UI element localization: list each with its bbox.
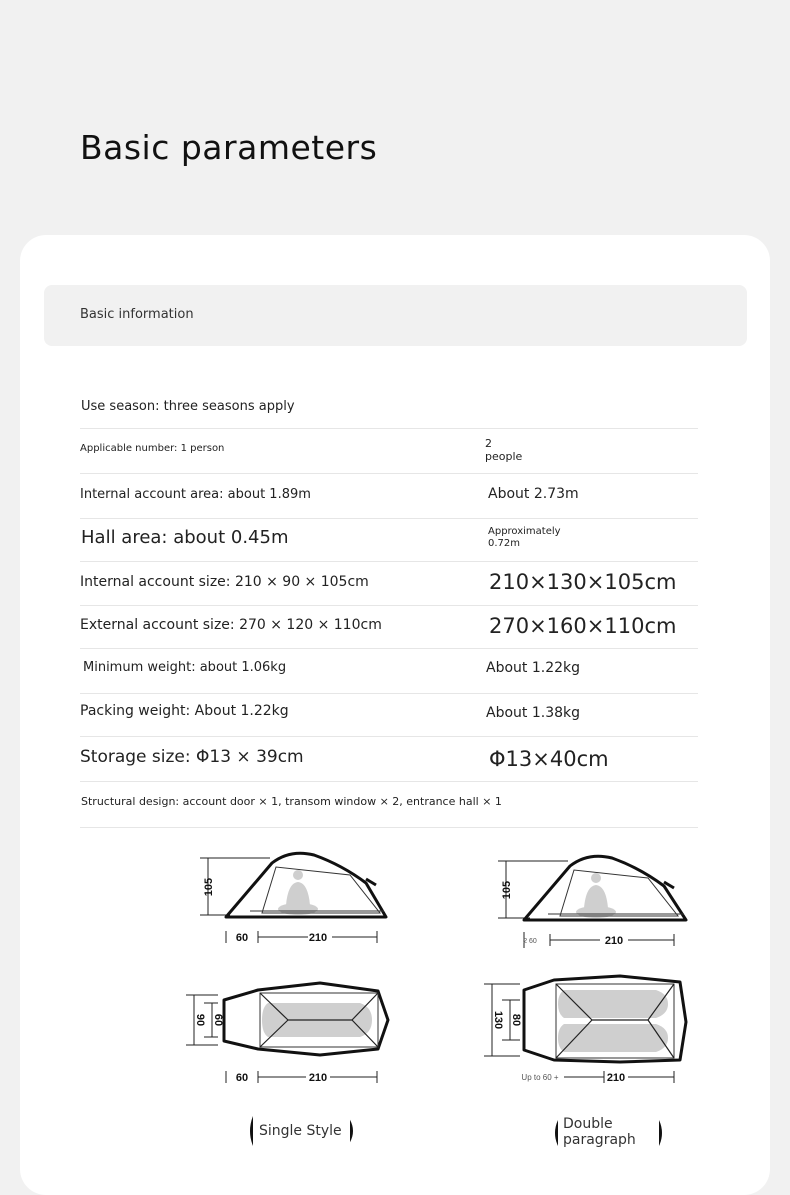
single-top-hall-label: 60 (235, 1072, 249, 1084)
left-bracket-icon (552, 1118, 558, 1148)
packing-weight-double: About 1.38kg (486, 705, 581, 721)
value-line: people (485, 450, 523, 463)
double-top-outer-width-label: 130 (492, 1010, 504, 1030)
double-side-hall-label: 2 60 (523, 938, 537, 945)
value-line: Approximately (488, 526, 561, 537)
single-top-outer-width-label: 90 (194, 1013, 206, 1027)
single-top-view-diagram (180, 975, 400, 1090)
single-style-label: Single Style (259, 1123, 342, 1139)
table-row (80, 693, 698, 737)
minimum-weight: Minimum weight: about 1.06kg (83, 660, 287, 675)
single-side-view-diagram (190, 845, 400, 950)
double-paragraph-label (563, 1116, 636, 1148)
single-side-length-label: 210 (308, 932, 328, 944)
internal-account-area: Internal account area: about 1.89m (80, 487, 311, 502)
table-row (80, 428, 698, 474)
internal-account-size-double: 210×130×105cm (489, 570, 677, 594)
hall-area-double (488, 526, 561, 550)
table-row (80, 561, 698, 606)
storage-size-double: Φ13×40cm (489, 747, 609, 771)
basic-information-bar (44, 285, 747, 346)
table-row (80, 736, 698, 782)
applicable-number-double (485, 437, 522, 463)
value-line: 2 (485, 437, 492, 450)
right-bracket-icon (659, 1118, 665, 1148)
double-top-length-label: 210 (606, 1072, 626, 1084)
internal-account-size: Internal account size: 210 × 90 × 105cm (80, 574, 369, 590)
table-row (80, 648, 698, 694)
table-row (80, 473, 698, 519)
use-season: Use season: three seasons apply (81, 399, 295, 414)
right-bracket-icon (350, 1116, 356, 1146)
single-top-inner-width-label: 60 (212, 1013, 224, 1027)
single-side-hall-label: 60 (235, 932, 249, 944)
applicable-number: Applicable number: 1 person (80, 443, 225, 454)
minimum-weight-double: About 1.22kg (486, 660, 581, 676)
storage-size: Storage size: Φ13 × 39cm (80, 747, 304, 767)
external-account-size-double: 270×160×110cm (489, 614, 677, 638)
left-bracket-icon (247, 1116, 253, 1146)
basic-information-label: Basic information (80, 307, 194, 322)
value-line: 0.72m (488, 538, 521, 549)
double-top-inner-width-label: 80 (510, 1013, 522, 1027)
single-top-length-label: 210 (308, 1072, 328, 1084)
page-title: Basic parameters (80, 128, 378, 167)
double-side-height-label: 105 (501, 880, 513, 900)
double-side-length-label: 210 (604, 935, 624, 947)
table-row (80, 781, 698, 828)
hall-area: Hall area: about 0.45m (81, 527, 289, 548)
double-top-view-diagram (480, 970, 695, 1090)
double-top-hall-label: Up to 60 + (521, 1073, 559, 1082)
double-label-line: paragraph (563, 1132, 636, 1148)
structural-design: Structural design: account door × 1, transom window × 2, entrance hall × 1 (81, 795, 502, 808)
packing-weight: Packing weight: About 1.22kg (80, 703, 289, 719)
external-account-size: External account size: 270 × 120 × 110cm (80, 617, 382, 633)
internal-account-area-double: About 2.73m (488, 486, 579, 502)
single-side-height-label: 105 (203, 877, 215, 897)
double-side-view-diagram (490, 848, 700, 953)
double-label-line: Double (563, 1116, 613, 1132)
table-row (80, 605, 698, 649)
table-row (80, 385, 698, 429)
table-row (80, 518, 698, 562)
